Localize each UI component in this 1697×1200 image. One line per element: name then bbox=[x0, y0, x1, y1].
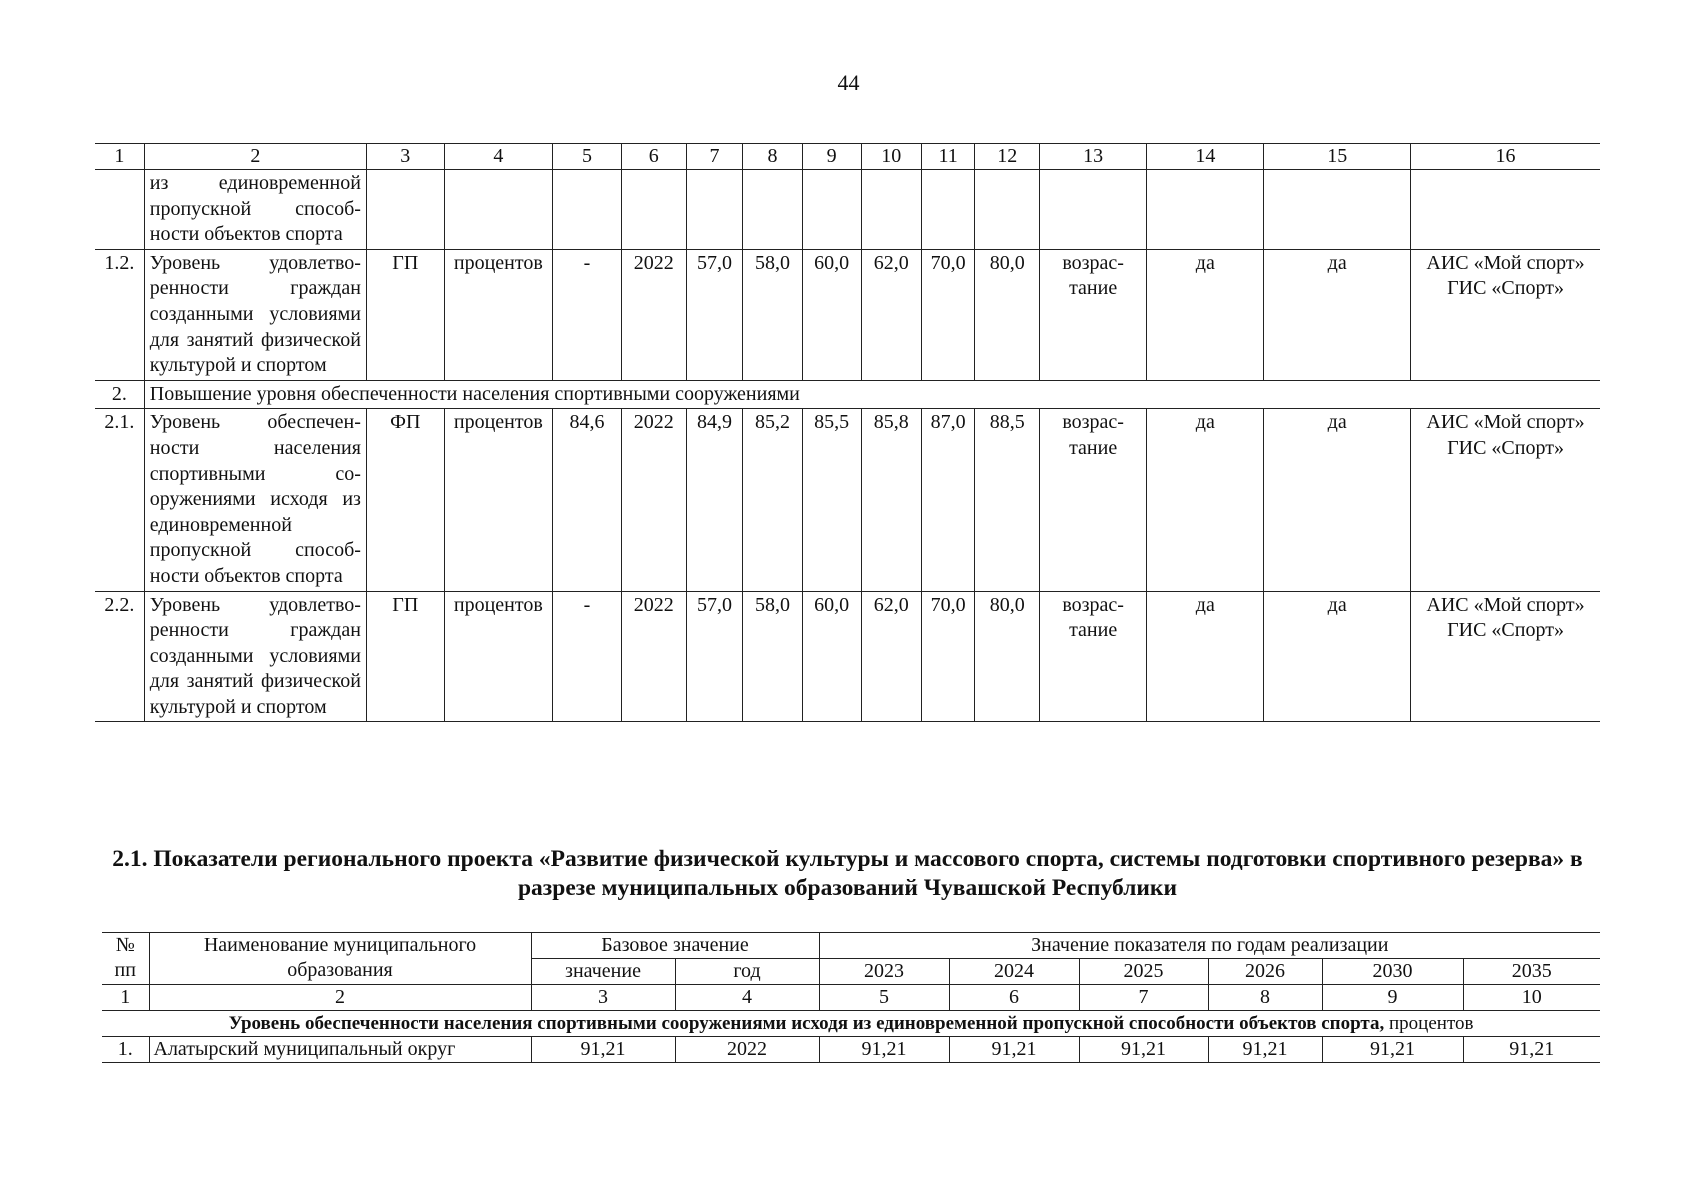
col-number: 9 bbox=[1322, 985, 1463, 1011]
col-header: 3 bbox=[366, 144, 444, 170]
base-value: 91,21 bbox=[531, 1037, 675, 1063]
year-header: 2035 bbox=[1463, 959, 1600, 985]
value: 70,0 bbox=[921, 591, 975, 722]
value: 57,0 bbox=[686, 249, 743, 380]
info-source: АИС «Мой спорт» ГИС «Спорт» bbox=[1411, 249, 1600, 380]
col-number: 8 bbox=[1208, 985, 1322, 1011]
unit: процентов bbox=[444, 409, 552, 591]
info-source: АИС «Мой спорт» ГИС «Спорт» bbox=[1411, 409, 1600, 591]
value: 62,0 bbox=[861, 591, 921, 722]
flag: да bbox=[1264, 409, 1411, 591]
municipal-indicators-table bbox=[102, 932, 1600, 1063]
value: 60,0 bbox=[802, 249, 861, 380]
base-value: - bbox=[553, 591, 622, 722]
table-row bbox=[95, 249, 1600, 380]
value: 85,5 bbox=[802, 409, 861, 591]
section-heading: 2.1. Показатели регионального проекта «Развитие физической культуры и массового спорта, системы подготовки спортивного резерва» в разрезе муниципальных образований Чувашской Республики bbox=[112, 846, 1583, 901]
base-year: 2022 bbox=[621, 249, 686, 380]
base-value: - bbox=[553, 249, 622, 380]
col-header: 1 bbox=[95, 144, 144, 170]
value: 84,9 bbox=[686, 409, 743, 591]
section-row bbox=[95, 380, 1600, 409]
col-number: 1 bbox=[102, 985, 149, 1011]
indicator-type: ФП bbox=[366, 409, 444, 591]
col-header: 10 bbox=[861, 144, 921, 170]
info-source: АИС «Мой спорт» ГИС «Спорт» bbox=[1411, 591, 1600, 722]
indicator-name: из единовременной пропускной способности объектов спорта bbox=[144, 170, 366, 250]
flag: да bbox=[1147, 591, 1264, 722]
flag: да bbox=[1264, 249, 1411, 380]
value: 62,0 bbox=[861, 249, 921, 380]
value: 60,0 bbox=[802, 591, 861, 722]
header-row bbox=[102, 933, 1600, 959]
indicator-type: ГП bbox=[366, 591, 444, 722]
column-numbers-row bbox=[95, 144, 1600, 170]
col-header: 13 bbox=[1040, 144, 1147, 170]
trend: возрастание bbox=[1040, 409, 1147, 591]
value: 58,0 bbox=[743, 249, 802, 380]
row-number: 2.1. bbox=[95, 409, 144, 591]
col-header: 15 bbox=[1264, 144, 1411, 170]
year-header: 2030 bbox=[1322, 959, 1463, 985]
indicators-table bbox=[95, 143, 1600, 722]
header-base: Базовое значение bbox=[531, 933, 819, 959]
col-header: 5 bbox=[553, 144, 622, 170]
col-header: 4 bbox=[444, 144, 552, 170]
col-header: 12 bbox=[975, 144, 1040, 170]
header-value: значение bbox=[531, 959, 675, 985]
continuation-row bbox=[95, 170, 1600, 250]
year-value: 91,21 bbox=[949, 1037, 1079, 1063]
municipality-name: Алатырский муниципальный округ bbox=[149, 1037, 531, 1063]
col-number: 5 bbox=[819, 985, 949, 1011]
col-header: 8 bbox=[743, 144, 802, 170]
header-num: № пп bbox=[102, 933, 149, 985]
col-number: 3 bbox=[531, 985, 675, 1011]
trend: возрастание bbox=[1040, 591, 1147, 722]
value: 87,0 bbox=[921, 409, 975, 591]
value: 85,2 bbox=[743, 409, 802, 591]
flag: да bbox=[1264, 591, 1411, 722]
unit: процентов bbox=[444, 249, 552, 380]
indicator-type: ГП bbox=[366, 249, 444, 380]
header-year: год bbox=[675, 959, 819, 985]
year-value: 91,21 bbox=[1208, 1037, 1322, 1063]
col-header: 2 bbox=[144, 144, 366, 170]
indicator-name: Уровень удовлетворенности граждан созданными условиями для занятий физической культурой и спортом bbox=[144, 249, 366, 380]
value: 80,0 bbox=[975, 249, 1040, 380]
base-year: 2022 bbox=[621, 591, 686, 722]
col-header: 6 bbox=[621, 144, 686, 170]
base-year: 2022 bbox=[621, 409, 686, 591]
page-number: 44 bbox=[837, 70, 860, 95]
col-number: 4 bbox=[675, 985, 819, 1011]
value: 85,8 bbox=[861, 409, 921, 591]
year-value: 91,21 bbox=[1463, 1037, 1600, 1063]
value: 70,0 bbox=[921, 249, 975, 380]
col-header: 11 bbox=[921, 144, 975, 170]
col-number: 10 bbox=[1463, 985, 1600, 1011]
header-years: Значение показателя по годам реализации bbox=[819, 933, 1600, 959]
value: 57,0 bbox=[686, 591, 743, 722]
indicator-name: Уровень обеспеченности населения спортивными сооружениями исходя из единовременной пропускной способности объектов спорта bbox=[144, 409, 366, 591]
value: 80,0 bbox=[975, 591, 1040, 722]
flag: да bbox=[1147, 409, 1264, 591]
indicator-unit: процентов bbox=[1384, 1013, 1474, 1034]
col-header: 9 bbox=[802, 144, 861, 170]
table-row bbox=[102, 1037, 1600, 1063]
year-header: 2026 bbox=[1208, 959, 1322, 985]
unit: процентов bbox=[444, 591, 552, 722]
col-header: 14 bbox=[1147, 144, 1264, 170]
header-municipality: Наименование муниципального образования bbox=[149, 933, 531, 985]
base-value: 84,6 bbox=[553, 409, 622, 591]
col-number: 7 bbox=[1079, 985, 1208, 1011]
indicator-name: Уровень удовлетворенности граждан созданными условиями для занятий физической культурой и спортом bbox=[144, 591, 366, 722]
flag: да bbox=[1147, 249, 1264, 380]
col-header: 16 bbox=[1411, 144, 1600, 170]
year-value: 91,21 bbox=[1322, 1037, 1463, 1063]
base-year: 2022 bbox=[675, 1037, 819, 1063]
year-header: 2023 bbox=[819, 959, 949, 985]
row-number: 1.2. bbox=[95, 249, 144, 380]
indicator-row bbox=[102, 1011, 1600, 1037]
table-row bbox=[95, 409, 1600, 591]
indicator-title bbox=[102, 1011, 1600, 1037]
value: 88,5 bbox=[975, 409, 1040, 591]
section-title: Повышение уровня обеспеченности населения спортивными сооружениями bbox=[144, 380, 1600, 409]
row-number: 2.2. bbox=[95, 591, 144, 722]
column-numbers-row bbox=[102, 985, 1600, 1011]
trend: возрастание bbox=[1040, 249, 1147, 380]
year-header: 2025 bbox=[1079, 959, 1208, 985]
table-row bbox=[95, 591, 1600, 722]
section-number: 2. bbox=[95, 380, 144, 409]
year-header: 2024 bbox=[949, 959, 1079, 985]
year-value: 91,21 bbox=[819, 1037, 949, 1063]
col-number: 2 bbox=[149, 985, 531, 1011]
indicator-title-text: Уровень обеспеченности населения спортивными сооружениями исходя из единовременной пропускной способности объектов спорта, bbox=[228, 1013, 1385, 1034]
value: 58,0 bbox=[743, 591, 802, 722]
col-number: 6 bbox=[949, 985, 1079, 1011]
year-value: 91,21 bbox=[1079, 1037, 1208, 1063]
col-header: 7 bbox=[686, 144, 743, 170]
row-number: 1. bbox=[102, 1037, 149, 1063]
